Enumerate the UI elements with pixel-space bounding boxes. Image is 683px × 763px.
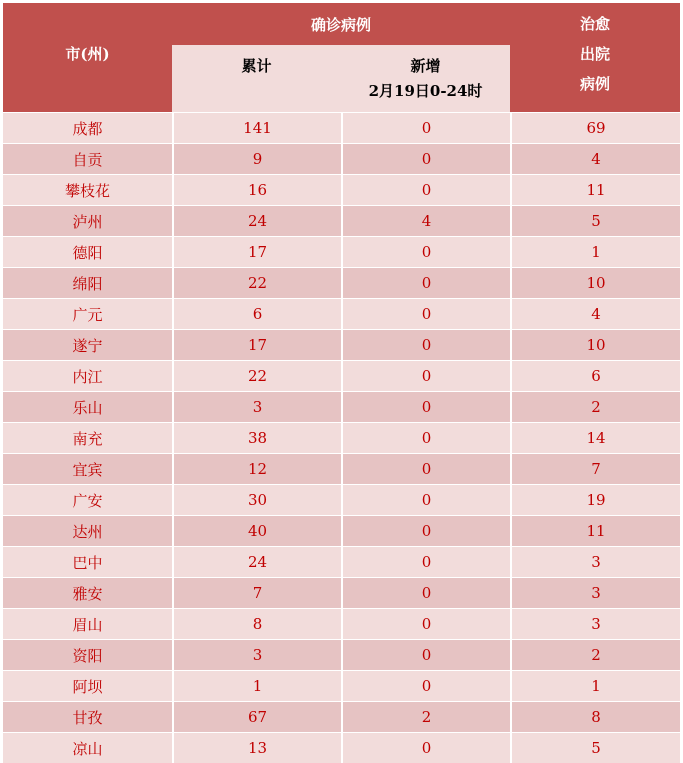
cumulative-cell: 141 <box>172 112 341 143</box>
cured-header-line3: 病例 <box>580 75 611 93</box>
table-row <box>3 701 680 732</box>
table-row <box>3 143 680 174</box>
table-row <box>3 670 680 701</box>
city-cell: 遂宁 <box>3 329 172 360</box>
table-row <box>3 546 680 577</box>
table-row <box>3 298 680 329</box>
city-cell: 广安 <box>3 484 172 515</box>
new-header-period: 2月19日0-24时 <box>368 82 483 100</box>
cumulative-cell: 9 <box>172 143 341 174</box>
city-cell: 内江 <box>3 360 172 391</box>
city-cell: 乐山 <box>3 391 172 422</box>
city-cell: 成都 <box>3 112 172 143</box>
table-row <box>3 484 680 515</box>
table-row <box>3 360 680 391</box>
new-cell: 0 <box>341 360 510 391</box>
cured-cell: 3 <box>510 577 680 608</box>
city-cell: 自贡 <box>3 143 172 174</box>
cumulative-cell: 67 <box>172 701 341 732</box>
table-row <box>3 236 680 267</box>
table-body <box>3 112 680 763</box>
city-cell: 广元 <box>3 298 172 329</box>
city-column-header: 市(州) <box>3 3 172 112</box>
cured-cell: 2 <box>510 639 680 670</box>
cured-header-line2: 出院 <box>580 45 611 63</box>
cured-cell: 10 <box>510 329 680 360</box>
cumulative-cell: 7 <box>172 577 341 608</box>
cumulative-cell: 12 <box>172 453 341 484</box>
cumulative-cell: 22 <box>172 267 341 298</box>
confirmed-group-header: 确诊病例 <box>172 3 510 45</box>
new-cell: 0 <box>341 546 510 577</box>
cured-cell: 8 <box>510 701 680 732</box>
city-cell: 绵阳 <box>3 267 172 298</box>
city-cell: 资阳 <box>3 639 172 670</box>
city-cell: 甘孜 <box>3 701 172 732</box>
new-cell: 0 <box>341 267 510 298</box>
new-cell: 2 <box>341 701 510 732</box>
new-column-header <box>341 45 510 112</box>
cumulative-cell: 13 <box>172 732 341 763</box>
new-header-label: 新增 <box>410 57 441 75</box>
table-row <box>3 205 680 236</box>
city-cell: 巴中 <box>3 546 172 577</box>
cumulative-cell: 22 <box>172 360 341 391</box>
cumulative-cell: 40 <box>172 515 341 546</box>
city-cell: 德阳 <box>3 236 172 267</box>
cumulative-column-header: 累计 <box>172 45 341 112</box>
cured-cell: 4 <box>510 143 680 174</box>
cured-cell: 3 <box>510 546 680 577</box>
city-cell: 宜宾 <box>3 453 172 484</box>
city-cell: 攀枝花 <box>3 174 172 205</box>
cumulative-cell: 17 <box>172 329 341 360</box>
new-cell: 0 <box>341 391 510 422</box>
city-cell: 泸州 <box>3 205 172 236</box>
cured-cell: 7 <box>510 453 680 484</box>
city-cell: 眉山 <box>3 608 172 639</box>
table-row <box>3 329 680 360</box>
cumulative-cell: 17 <box>172 236 341 267</box>
new-cell: 0 <box>341 174 510 205</box>
table-row <box>3 453 680 484</box>
table-row <box>3 608 680 639</box>
cured-cell: 1 <box>510 670 680 701</box>
new-cell: 0 <box>341 453 510 484</box>
cured-cell: 11 <box>510 174 680 205</box>
cured-cell: 11 <box>510 515 680 546</box>
case-table <box>3 3 680 763</box>
cumulative-cell: 1 <box>172 670 341 701</box>
new-cell: 0 <box>341 484 510 515</box>
cured-cell: 14 <box>510 422 680 453</box>
table-row <box>3 391 680 422</box>
city-cell: 达州 <box>3 515 172 546</box>
cumulative-cell: 16 <box>172 174 341 205</box>
cured-cell: 19 <box>510 484 680 515</box>
cumulative-cell: 30 <box>172 484 341 515</box>
table-row <box>3 174 680 205</box>
new-cell: 0 <box>341 422 510 453</box>
table-row <box>3 112 680 143</box>
city-cell: 阿坝 <box>3 670 172 701</box>
cured-cell: 69 <box>510 112 680 143</box>
new-cell: 0 <box>341 515 510 546</box>
cumulative-cell: 24 <box>172 205 341 236</box>
table-row <box>3 577 680 608</box>
city-cell: 凉山 <box>3 732 172 763</box>
new-cell: 0 <box>341 608 510 639</box>
cured-cell: 2 <box>510 391 680 422</box>
cured-column-header <box>510 3 680 112</box>
cumulative-cell: 8 <box>172 608 341 639</box>
table-row <box>3 732 680 763</box>
cured-cell: 5 <box>510 732 680 763</box>
table-row <box>3 515 680 546</box>
new-cell: 0 <box>341 143 510 174</box>
city-cell: 南充 <box>3 422 172 453</box>
cured-cell: 1 <box>510 236 680 267</box>
cured-cell: 10 <box>510 267 680 298</box>
cumulative-cell: 6 <box>172 298 341 329</box>
cured-cell: 5 <box>510 205 680 236</box>
table-row <box>3 639 680 670</box>
table-row <box>3 267 680 298</box>
cumulative-cell: 24 <box>172 546 341 577</box>
city-cell: 雅安 <box>3 577 172 608</box>
cured-header-line1: 治愈 <box>580 15 611 33</box>
new-cell: 0 <box>341 298 510 329</box>
new-cell: 0 <box>341 329 510 360</box>
new-cell: 0 <box>341 670 510 701</box>
cured-cell: 3 <box>510 608 680 639</box>
cured-cell: 4 <box>510 298 680 329</box>
cumulative-cell: 3 <box>172 391 341 422</box>
new-cell: 4 <box>341 205 510 236</box>
cured-cell: 6 <box>510 360 680 391</box>
table-row <box>3 422 680 453</box>
new-cell: 0 <box>341 112 510 143</box>
cumulative-cell: 3 <box>172 639 341 670</box>
new-cell: 0 <box>341 732 510 763</box>
new-cell: 0 <box>341 577 510 608</box>
new-cell: 0 <box>341 236 510 267</box>
cumulative-cell: 38 <box>172 422 341 453</box>
new-cell: 0 <box>341 639 510 670</box>
